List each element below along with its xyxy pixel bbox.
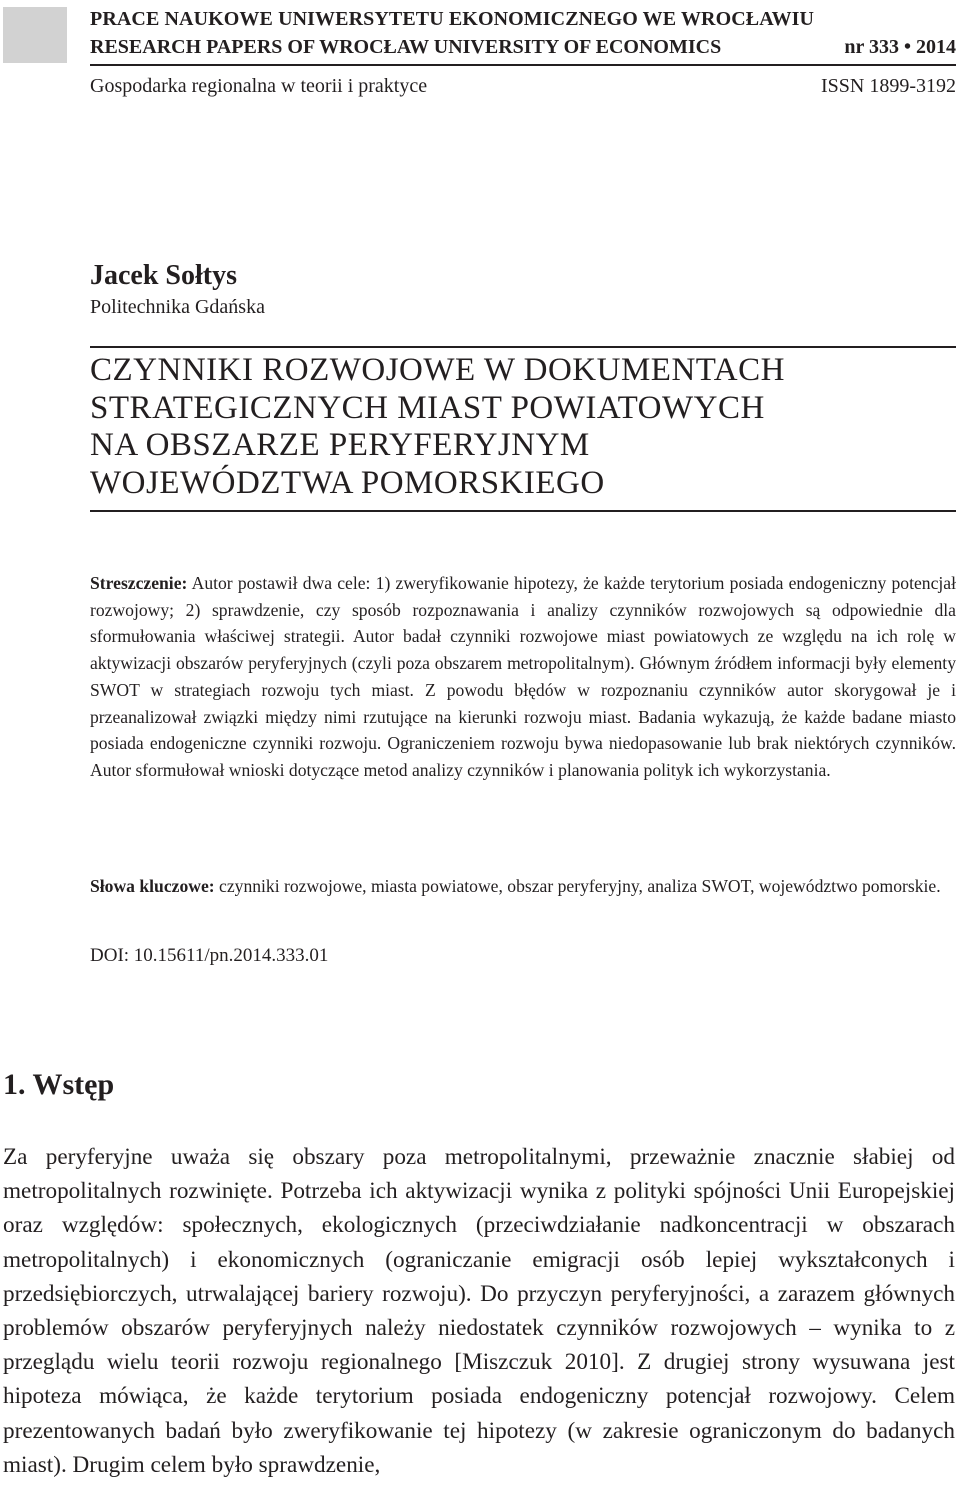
series-title-polish: PRACE NAUKOWE UNIWERSYTETU EKONOMICZNEGO WE WROCŁAWIU (90, 8, 815, 30)
abstract (90, 570, 956, 784)
corner-gray-block (3, 7, 67, 63)
section-body-text: Za peryferyjne uważa się obszary poza metropolitalnymi, przeważnie znacznie słabiej od metropolitalnych rozwinięte. Potrzeba ich aktywizacji wynika z polityki spójności Unii Europejskiej oraz względów: społecznych, ekologicznych (przeciwdziałanie nadkoncentracji w obszarach metropolitalnych) i ekonomicznych (ograniczanie emigracji osób lepiej wykształconych i przedsiębiorczych, utrwalającej bariery rozwoju). Do przyczyn peryferyjności, a zarazem głównych problemów obszarów peryferyjnych należy niedostatek czynników rozwojowych – wynika to z przeglądu wielu teorii rozwoju regionalnego [Miszczuk 2010]. Z drugiej strony wysuwana jest hipoteza mówiąca, że każde terytorium posiada endogeniczny potencjał rozwojowy. Celem prezentowanych badań było zweryfikowanie tej hipotezy (w zakresie ograniczonym do badanych miast). Drugim celem było sprawdzenie, (3, 1144, 955, 1478)
header-rule (90, 64, 956, 66)
title-rule-bottom (90, 510, 956, 512)
article-title-line: CZYNNIKI ROZWOJOWE W DOKUMENTACH (90, 352, 785, 388)
author-name: Jacek Sołtys (90, 260, 237, 291)
doi: DOI: 10.15611/pn.2014.333.01 (90, 945, 329, 966)
issue-number: nr 333 • 2014 (844, 36, 956, 58)
series-title-english: RESEARCH PAPERS OF WROCŁAW UNIVERSITY OF ECONOMICS (90, 36, 722, 58)
title-rule-top (90, 346, 956, 348)
keywords-text: czynniki rozwojowe, miasta powiatowe, obszar peryferyjny, analiza SWOT, województwo pomorskie. (214, 876, 941, 896)
series-title-english-row (90, 36, 956, 59)
abstract-text: Autor postawił dwa cele: 1) zweryfikowanie hipotezy, że każde terytorium posiada endogeniczny potencjał rozwojowy; 2) sprawdzenie, czy sposób rozpoznawania i analizy czynników rozwojowych są odpowiednie dla sformułowania właściwej strategii. Autor badał czynniki rozwojowe miast powiatowych ze względu na ich rolę w aktywizacji obszarów peryferyjnych (czyli poza obszarem metropolitalnym). Głównym źródłem informacji były elementy SWOT w strategiach rozwoju tych miast. Z powodu błędów w rozpoznaniu czynników autor skorygował je i przeanalizował związki między nimi rzutujące na kierunki rozwoju miast. Badania wykazują, że każde badane miasto posiada endogeniczne czynniki rozwoju. Ograniczeniem rozwoju bywa niedopasowanie lub brak niektórych czynników. Autor sformułował wnioski dotyczące metod analizy czynników i planowania polityk ich wykorzystania. (90, 573, 956, 780)
article-title-line: WOJEWÓDZTWA POMORSKIEGO (90, 464, 605, 501)
keywords (90, 873, 956, 900)
article-title-line: NA OBSZARZE PERYFERYJNYM (90, 427, 590, 463)
section-heading: 1. Wstęp (3, 1068, 115, 1101)
author-affiliation: Politechnika Gdańska (90, 296, 265, 318)
article-title (90, 352, 956, 502)
journal-name: Gospodarka regionalna w teorii i praktyce (90, 75, 428, 97)
keywords-label: Słowa kluczowe: (90, 876, 215, 896)
journal-row (90, 75, 956, 98)
abstract-label: Streszczenie: (90, 573, 188, 593)
issn: ISSN 1899-3192 (820, 75, 956, 97)
article-title-line: STRATEGICZNYCH MIAST POWIATOWYCH (90, 389, 765, 426)
